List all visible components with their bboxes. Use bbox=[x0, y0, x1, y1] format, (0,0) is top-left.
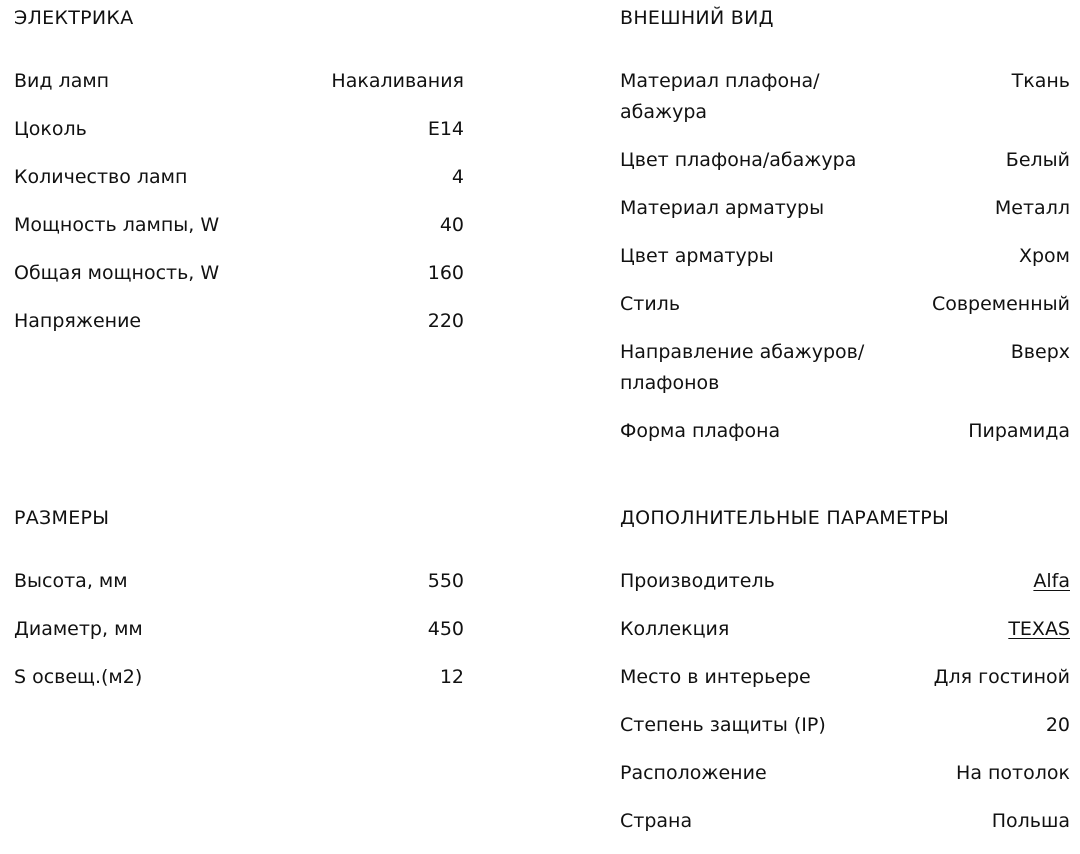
spec-row-total-power bbox=[14, 258, 464, 289]
spec-value: Современный bbox=[931, 293, 1070, 315]
spec-row-frame-material bbox=[620, 193, 1070, 224]
spec-value: 20 bbox=[1045, 714, 1070, 736]
spec-row-shade-shape bbox=[620, 416, 1070, 447]
spec-row-lamp-type bbox=[14, 66, 464, 97]
spec-row-lit-area bbox=[14, 662, 464, 693]
spec-row-socket bbox=[14, 114, 464, 145]
spec-label: Цоколь bbox=[14, 118, 87, 140]
spec-row-shade-material bbox=[620, 66, 1070, 128]
spec-row-diameter bbox=[14, 614, 464, 645]
spec-row-ip-rating bbox=[620, 710, 1070, 741]
spec-label: Стиль bbox=[620, 293, 681, 315]
spec-label: Степень защиты (IP) bbox=[620, 714, 826, 736]
spec-label: Цвет арматуры bbox=[620, 245, 774, 267]
spec-value: 40 bbox=[439, 214, 464, 236]
spec-value: E14 bbox=[427, 118, 464, 140]
section-title-electrics: ЭЛЕКТРИКА bbox=[14, 7, 134, 29]
spec-label: Место в интерьере bbox=[620, 666, 811, 688]
spec-value: На потолок bbox=[956, 762, 1070, 784]
spec-label: Напряжение bbox=[14, 310, 142, 332]
spec-label: Материал арматуры bbox=[620, 197, 825, 219]
spec-value: Металл bbox=[994, 197, 1070, 219]
spec-value: 550 bbox=[427, 570, 464, 592]
appearance-section bbox=[620, 6, 1070, 464]
spec-value: Накаливания bbox=[331, 70, 464, 92]
spec-row-manufacturer bbox=[620, 566, 1070, 597]
spec-row-lamp-power bbox=[14, 210, 464, 241]
spec-label: Мощность лампы, W bbox=[14, 214, 220, 236]
spec-row-voltage bbox=[14, 306, 464, 337]
spec-label: Количество ламп bbox=[14, 166, 188, 188]
spec-value: Ткань bbox=[1011, 70, 1070, 92]
spec-value: Хром bbox=[1018, 245, 1070, 267]
spec-label: Страна bbox=[620, 810, 693, 832]
section-title-dimensions: РАЗМЕРЫ bbox=[14, 507, 110, 529]
section-title-extra: ДОПОЛНИТЕЛЬНЫЕ ПАРАМЕТРЫ bbox=[620, 507, 950, 529]
collection-link[interactable]: TEXAS bbox=[1008, 618, 1070, 640]
manufacturer-link[interactable]: Alfa bbox=[1033, 570, 1070, 592]
spec-row-placement bbox=[620, 758, 1070, 789]
spec-label: Цвет плафона/абажура bbox=[620, 149, 857, 171]
spec-value: 12 bbox=[439, 666, 464, 688]
spec-label: Производитель bbox=[620, 570, 775, 592]
spec-row-lamp-count bbox=[14, 162, 464, 193]
spec-row-height bbox=[14, 566, 464, 597]
spec-label: S освещ.(м2) bbox=[14, 666, 143, 688]
spec-value: 4 bbox=[451, 166, 464, 188]
electrics-section bbox=[14, 6, 464, 354]
spec-value: Польша bbox=[991, 810, 1070, 832]
spec-label: Направление абажуров/ плафонов bbox=[620, 341, 865, 394]
spec-value: 450 bbox=[427, 618, 464, 640]
spec-row-interior-place bbox=[620, 662, 1070, 693]
spec-value: Вверх bbox=[1010, 341, 1070, 363]
spec-row-shade-direction bbox=[620, 337, 1070, 399]
spec-label: Материал плафона/абажура bbox=[620, 70, 820, 123]
spec-row-country bbox=[620, 806, 1070, 837]
extra-params-section bbox=[620, 506, 1070, 854]
spec-value: 220 bbox=[427, 310, 464, 332]
spec-label: Вид ламп bbox=[14, 70, 110, 92]
spec-label: Коллекция bbox=[620, 618, 730, 640]
spec-row-frame-color bbox=[620, 241, 1070, 272]
spec-value: 160 bbox=[427, 262, 464, 284]
spec-label: Диаметр, мм bbox=[14, 618, 143, 640]
section-title-appearance: ВНЕШНИЙ ВИД bbox=[620, 7, 774, 29]
spec-value: Белый bbox=[1005, 149, 1070, 171]
spec-row-style bbox=[620, 289, 1070, 320]
spec-row-shade-color bbox=[620, 145, 1070, 176]
dimensions-section bbox=[14, 506, 464, 710]
spec-value: Пирамида bbox=[968, 420, 1070, 442]
spec-label: Высота, мм bbox=[14, 570, 128, 592]
spec-label: Общая мощность, W bbox=[14, 262, 220, 284]
spec-label: Форма плафона bbox=[620, 420, 781, 442]
spec-row-collection bbox=[620, 614, 1070, 645]
spec-label: Расположение bbox=[620, 762, 767, 784]
spec-value: Для гостиной bbox=[933, 666, 1070, 688]
